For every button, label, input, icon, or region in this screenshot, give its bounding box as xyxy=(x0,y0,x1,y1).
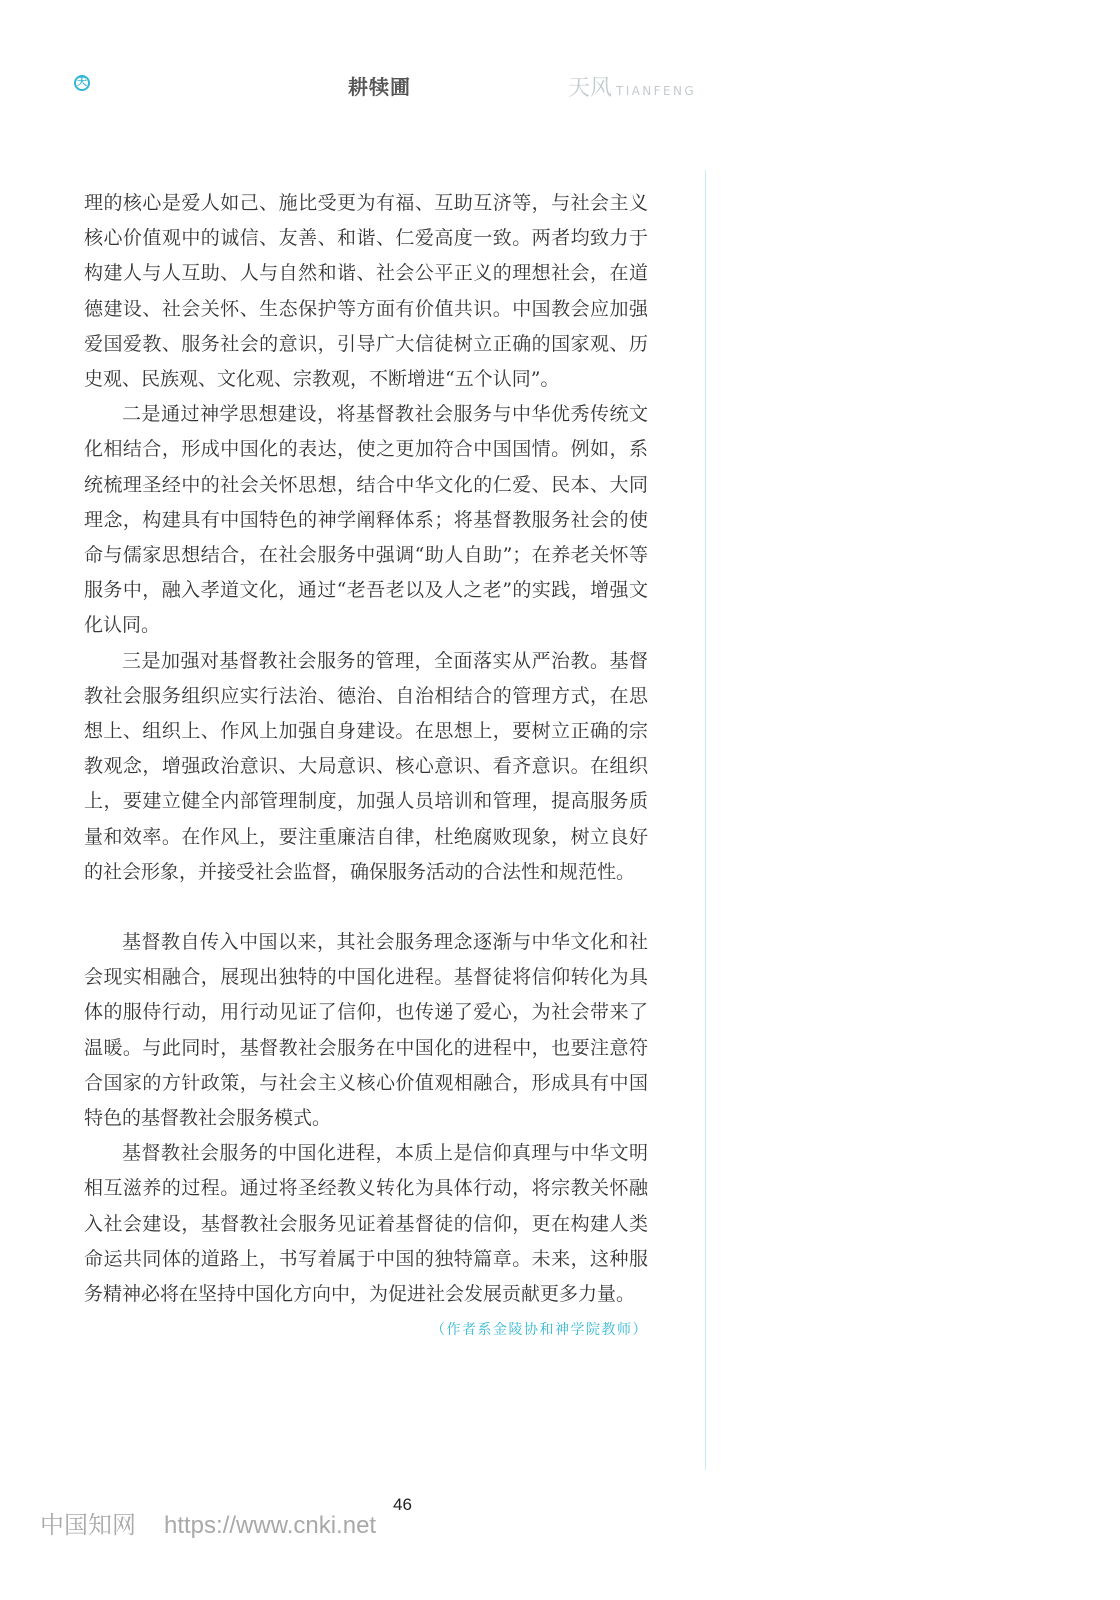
paragraph: 基督教社会服务的中国化进程，本质上是信仰真理与中华文明相互滋养的过程。通过将圣经教义转化为具体行动，将宗教关怀融入社会建设，基督教社会服务见证着基督徒的信仰，更在构建人类命运共同体的道路上，书写着属于中国的独特篇章。未来，这种服务精神必将在坚持中国化方向中，为促进社会发展贡献更多力量。 xyxy=(84,1142,648,1306)
brand-cn: 天风 xyxy=(568,76,613,101)
section-spacer xyxy=(84,890,648,925)
watermark-cn: 中国知网 xyxy=(40,1512,136,1539)
paragraph: 基督教自传入中国以来，其社会服务理念逐渐与中华文化和社会现实相融合，展现出独特的中国化进程。基督徒将信仰转化为具体的服侍行动，用行动见证了信仰，也传递了爱心，为社会带来了温暖。与此同时，基督教社会服务在中国化的进程中，也要注意符合国家的方针政策，与社会主义核心价值观相融合，形成具有中国特色的基督教社会服务模式。 xyxy=(84,931,648,1130)
paragraph: 理的核心是爱人如己、施比受更为有福、互助互济等，与社会主义核心价值观中的诚信、友善、和谐、仁爱高度一致。两者均致力于构建人与人互助、人与自然和谐、社会公平正义的理想社会，在道德建设、社会关怀、生态保护等方面有价值共识。中国教会应加强爱国爱教、服务社会的意识，引导广大信徒树立正确的国家观、历史观、民族观、文化观、宗教观，不断增进“五个认同”。 xyxy=(84,192,648,391)
author-byline: （作者系金陵协和神学院教师） xyxy=(431,1322,648,1339)
cnki-watermark xyxy=(40,1505,376,1540)
column-title: 耕犊圃 xyxy=(348,75,411,99)
paragraph: 二是通过神学思想建设，将基督教社会服务与中华优秀传统文化相结合，形成中国化的表达，使之更加符合中国国情。例如，系统梳理圣经中的社会关怀思想，结合中华文化的仁爱、民本、大同理念，构建具有中国特色的神学阐释体系；将基督教服务社会的使命与儒家思想结合，在社会服务中强调“助人自助”；在养老关怀等服务中，融入孝道文化，通过“老吾老以及人之老”的实践，增强文化认同。 xyxy=(84,403,648,637)
column-divider-line xyxy=(705,170,706,1470)
article-body xyxy=(84,186,648,1342)
brand-en: TIANFENG xyxy=(616,84,697,98)
watermark-url: https://www.cnki.net xyxy=(164,1512,377,1539)
paragraph: 三是加强对基督教社会服务的管理，全面落实从严治教。基督教社会服务组织应实行法治、德治、自治相结合的管理方式，在思想上、组织上、作风上加强自身建设。在思想上，要树立正确的宗教观念，增强政治意识、大局意识、核心意识、看齐意识。在组织上，要建立健全内部管理制度，加强人员培训和管理，提高服务质量和效率。在作风上，要注重廉洁自律，杜绝腐败现象，树立良好的社会形象，并接受社会监督，确保服务活动的合法性和规范性。 xyxy=(84,649,648,883)
magazine-logo-icon: 天 xyxy=(74,75,90,91)
page-number: 46 xyxy=(393,1495,412,1514)
magazine-brand xyxy=(568,71,696,102)
